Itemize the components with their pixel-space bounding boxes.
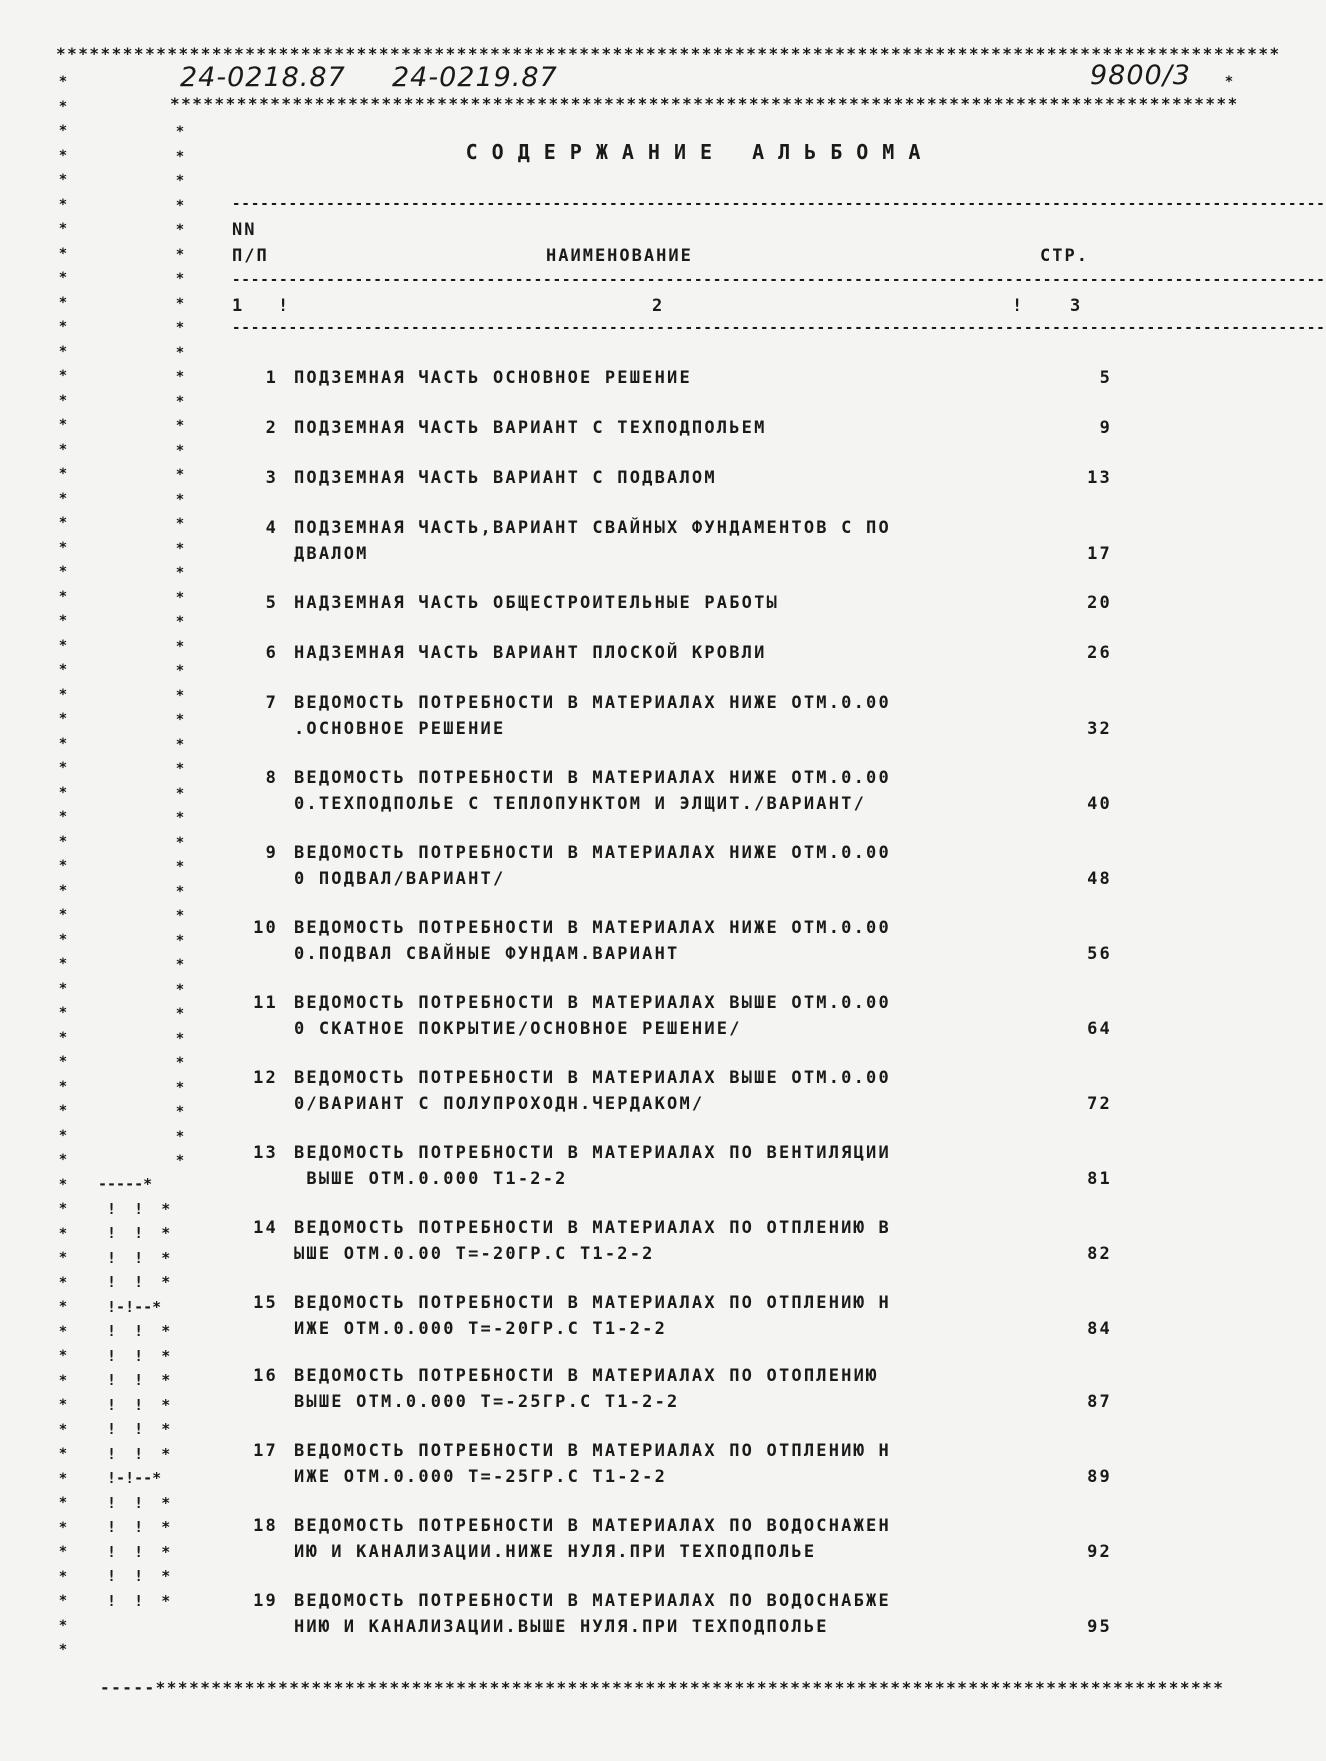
toc-entry-title-continued: НИЮ И КАНАЛИЗАЦИИ.ВЫШЕ НУЛЯ.ПРИ ТЕХПОДПОЛЬЕ: [294, 1617, 829, 1637]
toc-entry-title: ВЕДОМОСТЬ ПОТРЕБНОСТИ В МАТЕРИАЛАХ НИЖЕ ОТМ.0.00: [294, 768, 891, 788]
right-top-star: *: [1224, 74, 1234, 90]
toc-entry-page: 5: [1099, 368, 1112, 388]
toc-entry-title: НАДЗЕМНАЯ ЧАСТЬ ВАРИАНТ ПЛОСКОЙ КРОВЛИ: [294, 643, 767, 663]
toc-entry-title: ВЕДОМОСТЬ ПОТРЕБНОСТИ В МАТЕРИАЛАХ ВЫШЕ ОТМ.0.00: [294, 1068, 891, 1088]
toc-entry-page: 13: [1087, 468, 1112, 488]
header-rule-top: --------------------------------------------------------------------------------------------------------------------: [232, 196, 1326, 212]
header-name: НАИМЕНОВАНИЕ: [546, 246, 693, 266]
toc-entry-number: 18: [253, 1516, 278, 1536]
header-nn: NN: [232, 220, 257, 240]
col-number-1: 1: [232, 296, 245, 316]
toc-entry-number: 12: [253, 1068, 278, 1088]
toc-entry-title: ПОДЗЕМНАЯ ЧАСТЬ ВАРИАНТ С ТЕХПОДПОЛЬЕМ: [294, 418, 767, 438]
toc-entry: [232, 1293, 1112, 1345]
toc-entry-page: 82: [1087, 1244, 1112, 1264]
toc-entry-number: 6: [265, 643, 278, 663]
toc-entry-page: 95: [1087, 1617, 1112, 1637]
toc-entry-number: 11: [253, 993, 278, 1013]
toc-entry-number: 8: [265, 768, 278, 788]
toc-entry: [232, 468, 1112, 520]
toc-entry: [232, 1068, 1112, 1120]
toc-entry: [232, 1143, 1112, 1195]
toc-entry-title: НАДЗЕМНАЯ ЧАСТЬ ОБЩЕСТРОИТЕЛЬНЫЕ РАБОТЫ: [294, 593, 779, 613]
toc-entry-number: 7: [265, 693, 278, 713]
toc-entry-title: ВЕДОМОСТЬ ПОТРЕБНОСТИ В МАТЕРИАЛАХ ПО ОТПЛЕНИЮ Н: [294, 1441, 891, 1461]
toc-entry-title-continued: 0.ПОДВАЛ СВАЙНЫЕ ФУНДАМ.ВАРИАНТ: [294, 944, 680, 964]
toc-entry-page: 64: [1087, 1019, 1112, 1039]
toc-entry-number: 17: [253, 1441, 278, 1461]
toc-entry-number: 3: [265, 468, 278, 488]
toc-entry: [232, 1366, 1112, 1418]
margin-stamp-frame: -----* ! ! * ! ! * ! ! * ! ! * !-!--* ! ! * ! ! * ! ! * ! ! * ! ! * ! ! * !-!--* ! ! * ! ! * ! ! * ! ! * ! ! *: [98, 1175, 171, 1610]
toc-entry-title-continued: 0.ТЕХПОДПОЛЬЕ С ТЕПЛОПУНКТОМ И ЭЛЩИТ./ВАРИАНТ/: [294, 794, 867, 814]
toc-entry: [232, 368, 1112, 420]
toc-entry-page: 84: [1087, 1319, 1112, 1339]
toc-entry: [232, 993, 1112, 1045]
toc-entry: [232, 768, 1112, 820]
toc-entry-number: 4: [265, 518, 278, 538]
toc-entry-title: ВЕДОМОСТЬ ПОТРЕБНОСТИ В МАТЕРИАЛАХ ПО ОТПЛЕНИЮ В: [294, 1218, 891, 1238]
toc-entry-page: 56: [1087, 944, 1112, 964]
toc-entry: [232, 1218, 1112, 1270]
toc-entry-number: 1: [265, 368, 278, 388]
header-page: СТР.: [1040, 246, 1089, 266]
toc-entry-title-continued: .ОСНОВНОЕ РЕШЕНИЕ: [294, 719, 506, 739]
toc-entry-title: ВЕДОМОСТЬ ПОТРЕБНОСТИ В МАТЕРИАЛАХ ПО ВЕНТИЛЯЦИИ: [294, 1143, 891, 1163]
inner-star-border: ************************************************************************************************: [170, 94, 1239, 113]
toc-entry-page: 26: [1087, 643, 1112, 663]
toc-entry-title: ВЕДОМОСТЬ ПОТРЕБНОСТИ В МАТЕРИАЛАХ ПО ВОДОСНАБЖЕ: [294, 1591, 891, 1611]
toc-entry-title-continued: ИЖЕ ОТМ.0.000 Т=-25ГР.С Т1-2-2: [294, 1467, 668, 1487]
toc-entry-page: 81: [1087, 1169, 1112, 1189]
header-pp: П/П: [232, 246, 269, 266]
header-rule-bottom: --------------------------------------------------------------------------------------------------------------------: [232, 320, 1326, 336]
toc-entry-title: ВЕДОМОСТЬ ПОТРЕБНОСТИ В МАТЕРИАЛАХ НИЖЕ ОТМ.0.00: [294, 843, 891, 863]
col-divider-1: !: [278, 296, 291, 316]
toc-entry-page: 48: [1087, 869, 1112, 889]
toc-entry: [232, 1591, 1112, 1643]
col-divider-2: !: [1012, 296, 1025, 316]
toc-entry-title: ВЕДОМОСТЬ ПОТРЕБНОСТИ В МАТЕРИАЛАХ ПО ОТОПЛЕНИЮ: [294, 1366, 879, 1386]
toc-entry: [232, 843, 1112, 895]
toc-entry-title-continued: ВЫШЕ ОТМ.0.000 Т1-2-2: [294, 1169, 568, 1189]
toc-entry-title: ВЕДОМОСТЬ ПОТРЕБНОСТИ В МАТЕРИАЛАХ НИЖЕ ОТМ.0.00: [294, 918, 891, 938]
doc-code-1: 24-0218.87: [180, 62, 346, 93]
toc-entry-title-continued: ЫШЕ ОТМ.0.00 Т=-20ГР.С Т1-2-2: [294, 1244, 655, 1264]
toc-entry-page: 20: [1087, 593, 1112, 613]
toc-entry-number: 2: [265, 418, 278, 438]
toc-entry-title-continued: 0 СКАТНОЕ ПОКРЫТИЕ/ОСНОВНОЕ РЕШЕНИЕ/: [294, 1019, 742, 1039]
doc-code-2: 24-0219.87: [392, 62, 558, 93]
toc-entry: [232, 918, 1112, 970]
sheet-mark: 9800/3: [1090, 60, 1191, 91]
toc-entry-number: 5: [265, 593, 278, 613]
toc-entry-page: 89: [1087, 1467, 1112, 1487]
toc-entry-title: ВЕДОМОСТЬ ПОТРЕБНОСТИ В МАТЕРИАЛАХ НИЖЕ ОТМ.0.00: [294, 693, 891, 713]
toc-entry: [232, 693, 1112, 745]
toc-entry-number: 10: [253, 918, 278, 938]
toc-entry-page: 9: [1099, 418, 1112, 438]
toc-entry-page: 17: [1087, 544, 1112, 564]
toc-entry-title-continued: ИЖЕ ОТМ.0.000 Т=-20ГР.С Т1-2-2: [294, 1319, 668, 1339]
toc-entry: [232, 1516, 1112, 1568]
toc-entry-title: ПОДЗЕМНАЯ ЧАСТЬ ВАРИАНТ С ПОДВАЛОМ: [294, 468, 717, 488]
toc-entry: [232, 1441, 1112, 1493]
toc-entry-number: 19: [253, 1591, 278, 1611]
toc-entry-number: 16: [253, 1366, 278, 1386]
toc-entry-page: 92: [1087, 1542, 1112, 1562]
toc-entry-title: ПОДЗЕМНАЯ ЧАСТЬ,ВАРИАНТ СВАЙНЫХ ФУНДАМЕНТОВ С ПО: [294, 518, 891, 538]
toc-entry-page: 72: [1087, 1094, 1112, 1114]
toc-entry-title: ВЕДОМОСТЬ ПОТРЕБНОСТИ В МАТЕРИАЛАХ ПО ВОДОСНАЖЕН: [294, 1516, 891, 1536]
toc-entry-number: 13: [253, 1143, 278, 1163]
top-star-border: **************************************************************************************************************: [56, 44, 1281, 63]
inner-left-star-border: * * * * * * * * * * * * * * * * * * * * * * * * * * * * * * * * * * * * * * * * * * *: [175, 124, 185, 1169]
toc-entry: [232, 518, 1112, 570]
toc-entry-title-continued: ДВАЛОМ: [294, 544, 369, 564]
toc-entry-title-continued: ИЮ И КАНАЛИЗАЦИИ.НИЖЕ НУЛЯ.ПРИ ТЕХПОДПОЛЬЕ: [294, 1542, 817, 1562]
toc-entry-title-continued: 0/ВАРИАНТ С ПОЛУПРОХОДН.ЧЕРДАКОМ/: [294, 1094, 705, 1114]
toc-entry: [232, 593, 1112, 645]
toc-entry-page: 32: [1087, 719, 1112, 739]
bottom-star-border: -----************************************************************************************************: [100, 1678, 1225, 1697]
toc-entry-number: 15: [253, 1293, 278, 1313]
page-title: СОДЕРЖАНИЕ АЛЬБОМА: [465, 140, 935, 164]
toc-entry: [232, 643, 1112, 695]
toc-entry-page: 40: [1087, 794, 1112, 814]
left-star-border: * * * * * * * * * * * * * * * * * * * * * * * * * * * * * * * * * * * * * * * * * * * * * * * * * * * * * * * * * * * * * * * * *: [58, 74, 68, 1658]
toc-entry-page: 87: [1087, 1392, 1112, 1412]
toc-entry-title-continued: 0 ПОДВАЛ/ВАРИАНТ/: [294, 869, 506, 889]
col-number-2: 2: [652, 296, 665, 316]
toc-entry-number: 14: [253, 1218, 278, 1238]
toc-entry-title: ПОДЗЕМНАЯ ЧАСТЬ ОСНОВНОЕ РЕШЕНИЕ: [294, 368, 692, 388]
toc-entry-title: ВЕДОМОСТЬ ПОТРЕБНОСТИ В МАТЕРИАЛАХ ПО ОТПЛЕНИЮ Н: [294, 1293, 891, 1313]
toc-entry-title-continued: ВЫШЕ ОТМ.0.000 Т=-25ГР.С Т1-2-2: [294, 1392, 680, 1412]
toc-entry: [232, 418, 1112, 470]
col-number-3: 3: [1070, 296, 1083, 316]
header-rule-mid: --------------------------------------------------------------------------------------------------------------------: [232, 272, 1326, 288]
toc-entry-number: 9: [265, 843, 278, 863]
toc-entry-title: ВЕДОМОСТЬ ПОТРЕБНОСТИ В МАТЕРИАЛАХ ВЫШЕ ОТМ.0.00: [294, 993, 891, 1013]
